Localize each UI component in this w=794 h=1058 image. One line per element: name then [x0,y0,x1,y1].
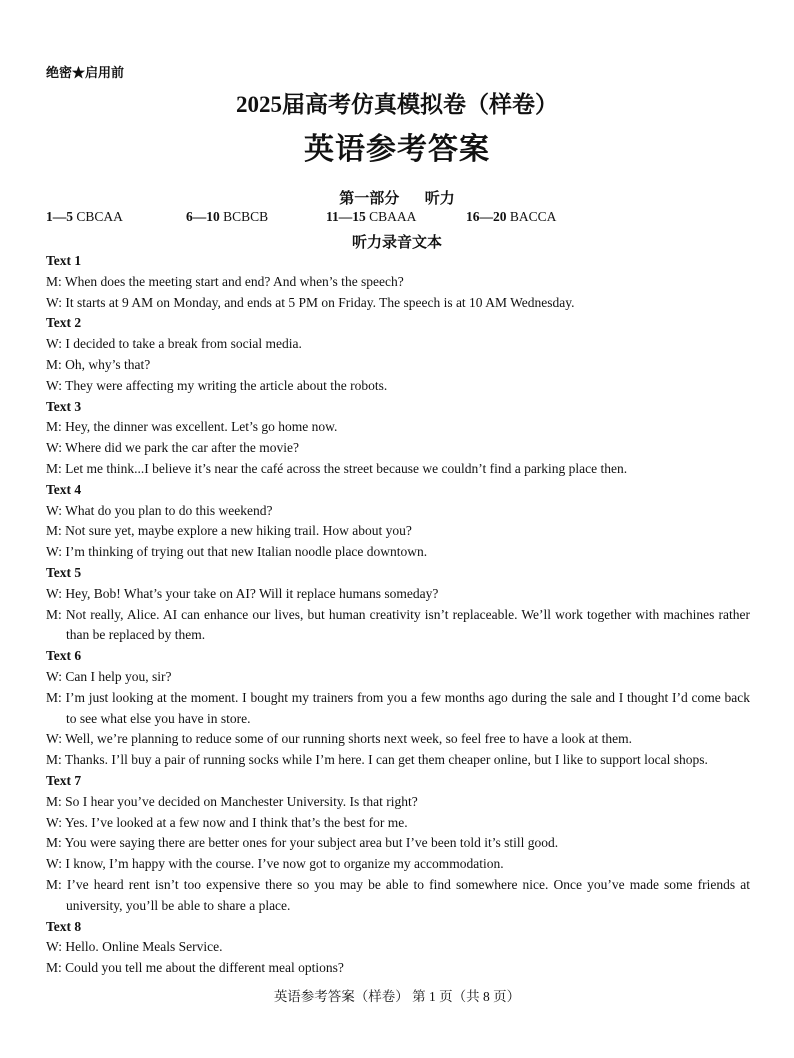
section-name: 听力 [424,191,455,207]
answer-range: 6—10 [186,209,220,224]
answer-group [46,209,123,225]
dialogue-line: M: You were saying there are better ones for your subject area but I’ve been told it’s still good. [46,835,559,851]
answer-range: 1—5 [46,209,73,224]
answer-group [466,209,556,225]
dialogue-line: M: Not really, Alice. AI can enhance our lives, but human creativity isn’t replaceable. We’ll work together with machines rather than be replaced by them. [46,606,750,643]
text-title: Text 2 [46,315,82,331]
answer-letters: BACCA [509,209,557,224]
transcript-heading: 听力录音文本 [351,235,442,251]
dialogue-line: W: What do you plan to do this weekend? [46,502,273,518]
exam-title: 2025届高考仿真模拟卷（样卷） [236,92,558,117]
text-title: Text 8 [46,918,82,934]
section-part: 第一部分 [339,191,400,207]
text-title: Text 1 [46,253,82,268]
dialogue-line: M: Hey, the dinner was excellent. Let’s go home now. [46,419,338,435]
answer-range: 11—15 [326,209,366,224]
dialogue-line: W: Where did we park the car after the movie? [46,440,299,456]
answer-letters: BCBCB [223,209,269,224]
text-title: Text 4 [46,481,82,497]
text-title: Text 5 [46,564,82,580]
dialogue-line: W: I’m thinking of trying out that new Italian noodle place downtown. [46,544,428,560]
dialogue-line: W: Can I help you, sir? [46,668,172,684]
dialogue-line: M: So I hear you’ve decided on Manchester University. Is that right? [46,793,418,809]
confidential-label: 绝密★启用前 [46,65,125,80]
dialogue-line: M: I’ve heard rent isn’t too expensive there so you may be able to find somewhere nice. Once you’ve made some friends at university, you’ll be able to share a place. [46,876,750,913]
dialogue-line: W: They were affecting my writing the article about the robots. [46,377,388,393]
dialogue-line: W: Well, we’re planning to reduce some of our running shorts next week, so feel free to have a look at them. [46,731,632,747]
dialogue-line: M: Not sure yet, maybe explore a new hiking trail. How about you? [46,523,412,539]
dialogue-line: M: I’m just looking at the moment. I bought my trainers from you a few months ago during the sale and I thought I’d come back to see what else you have in store. [46,689,750,726]
dialogue-line: M: Let me think...I believe it’s near the café across the street because we couldn’t find a parking place then. [46,460,628,476]
dialogue-line: W: Yes. I’ve looked at a few now and I think that’s the best for me. [46,814,408,830]
answer-letters: CBCAA [76,209,123,224]
answer-range: 16—20 [466,209,507,224]
dialogue-line: M: Thanks. I’ll buy a pair of running socks while I’m here. I can get them cheaper online, but I like to support local shops. [46,752,708,768]
dialogue-line: M: When does the meeting start and end? And when’s the speech? [46,273,404,289]
dialogue-line: W: Hello. Online Meals Service. [46,939,223,955]
dialogue-line: W: Hey, Bob! What’s your take on AI? Will it replace humans someday? [46,585,439,601]
text-title: Text 6 [46,648,82,664]
section-heading [0,187,794,208]
dialogue-line: M: Could you tell me about the different meal options? [46,960,344,976]
answer-letters: CBAAA [369,209,417,224]
text-title: Text 7 [46,772,82,788]
dialogue-line: M: Oh, why’s that? [46,356,151,372]
dialogue-line: W: I know, I’m happy with the course. I’ve now got to organize my accommodation. [46,856,504,872]
transcript-body [46,251,750,979]
answer-group [326,209,416,225]
dialogue-line: W: It starts at 9 AM on Monday, and ends at 5 PM on Friday. The speech is at 10 AM Wednesday. [46,294,575,310]
page-footer: 英语参考答案（样卷） 第 1 页（共 8 页） [273,989,521,1004]
answer-group [186,209,268,225]
dialogue-line: W: I decided to take a break from social media. [46,336,302,352]
answer-key-title: 英语参考答案 [304,133,490,166]
text-title: Text 3 [46,398,82,414]
